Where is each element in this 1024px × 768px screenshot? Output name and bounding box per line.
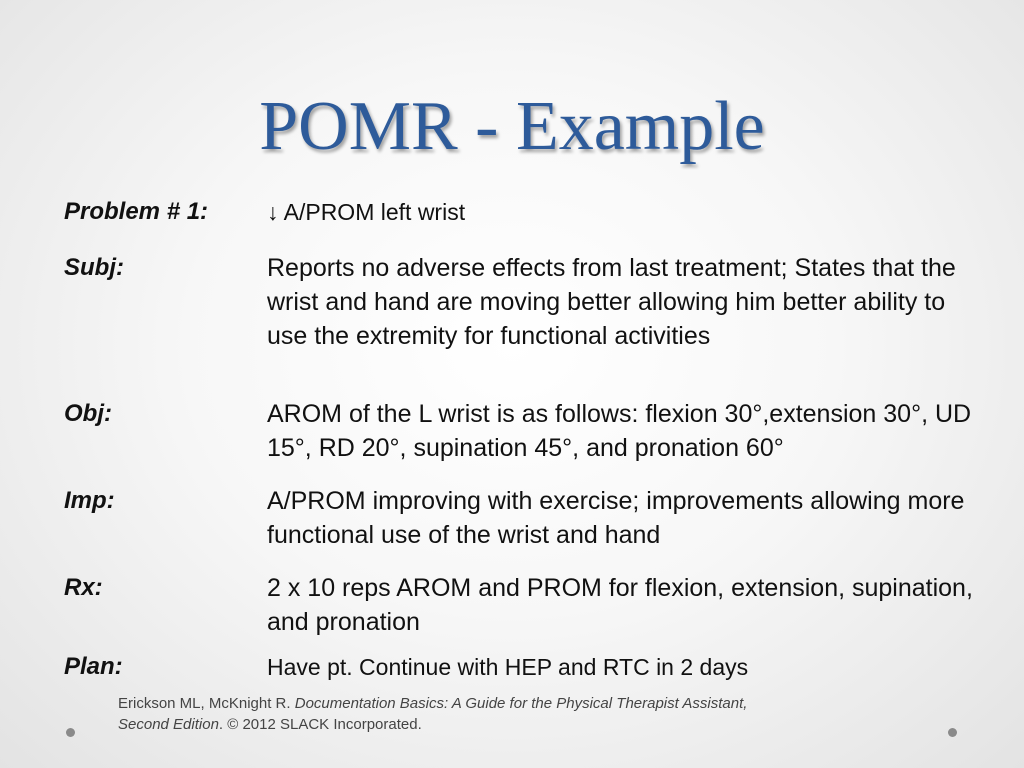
subj-label: Subj: (64, 254, 124, 281)
obj-value: AROM of the L wrist is as follows: flexion 30°,extension 30°, UD 15°, RD 20°, supination 45°, and pronation 60° (267, 400, 972, 462)
rx-label: Rx: (64, 574, 103, 601)
slide-title: POMR - Example (259, 88, 765, 165)
plan-label: Plan: (64, 653, 123, 680)
citation-publisher: . © 2012 SLACK Incorporated. (218, 716, 422, 733)
imp-label: Imp: (64, 487, 115, 514)
imp-value: A/PROM improving with exercise; improvements allowing more functional use of the wrist and hand (267, 487, 965, 549)
problem-label: Problem # 1: (64, 198, 209, 225)
subj-value: Reports no adverse effects from last treatment; States that the wrist and hand are moving better allowing him better ability to use the extremity for functional activities (267, 254, 956, 350)
problem-value: ↓ A/PROM left wrist (267, 199, 466, 225)
obj-label: Obj: (64, 400, 112, 427)
right-dot-icon (948, 728, 957, 737)
citation-title-line2: Second Edition (118, 716, 219, 733)
citation-title-line1: Documentation Basics: A Guide for the Physical Therapist Assistant, (294, 695, 748, 712)
plan-value: Have pt. Continue with HEP and RTC in 2 days (267, 654, 749, 680)
rx-value: 2 x 10 reps AROM and PROM for flexion, extension, supination, and pronation (267, 574, 973, 636)
citation-authors: Erickson ML, McKnight R. (118, 695, 291, 712)
citation (118, 693, 918, 735)
left-dot-icon (66, 728, 75, 737)
